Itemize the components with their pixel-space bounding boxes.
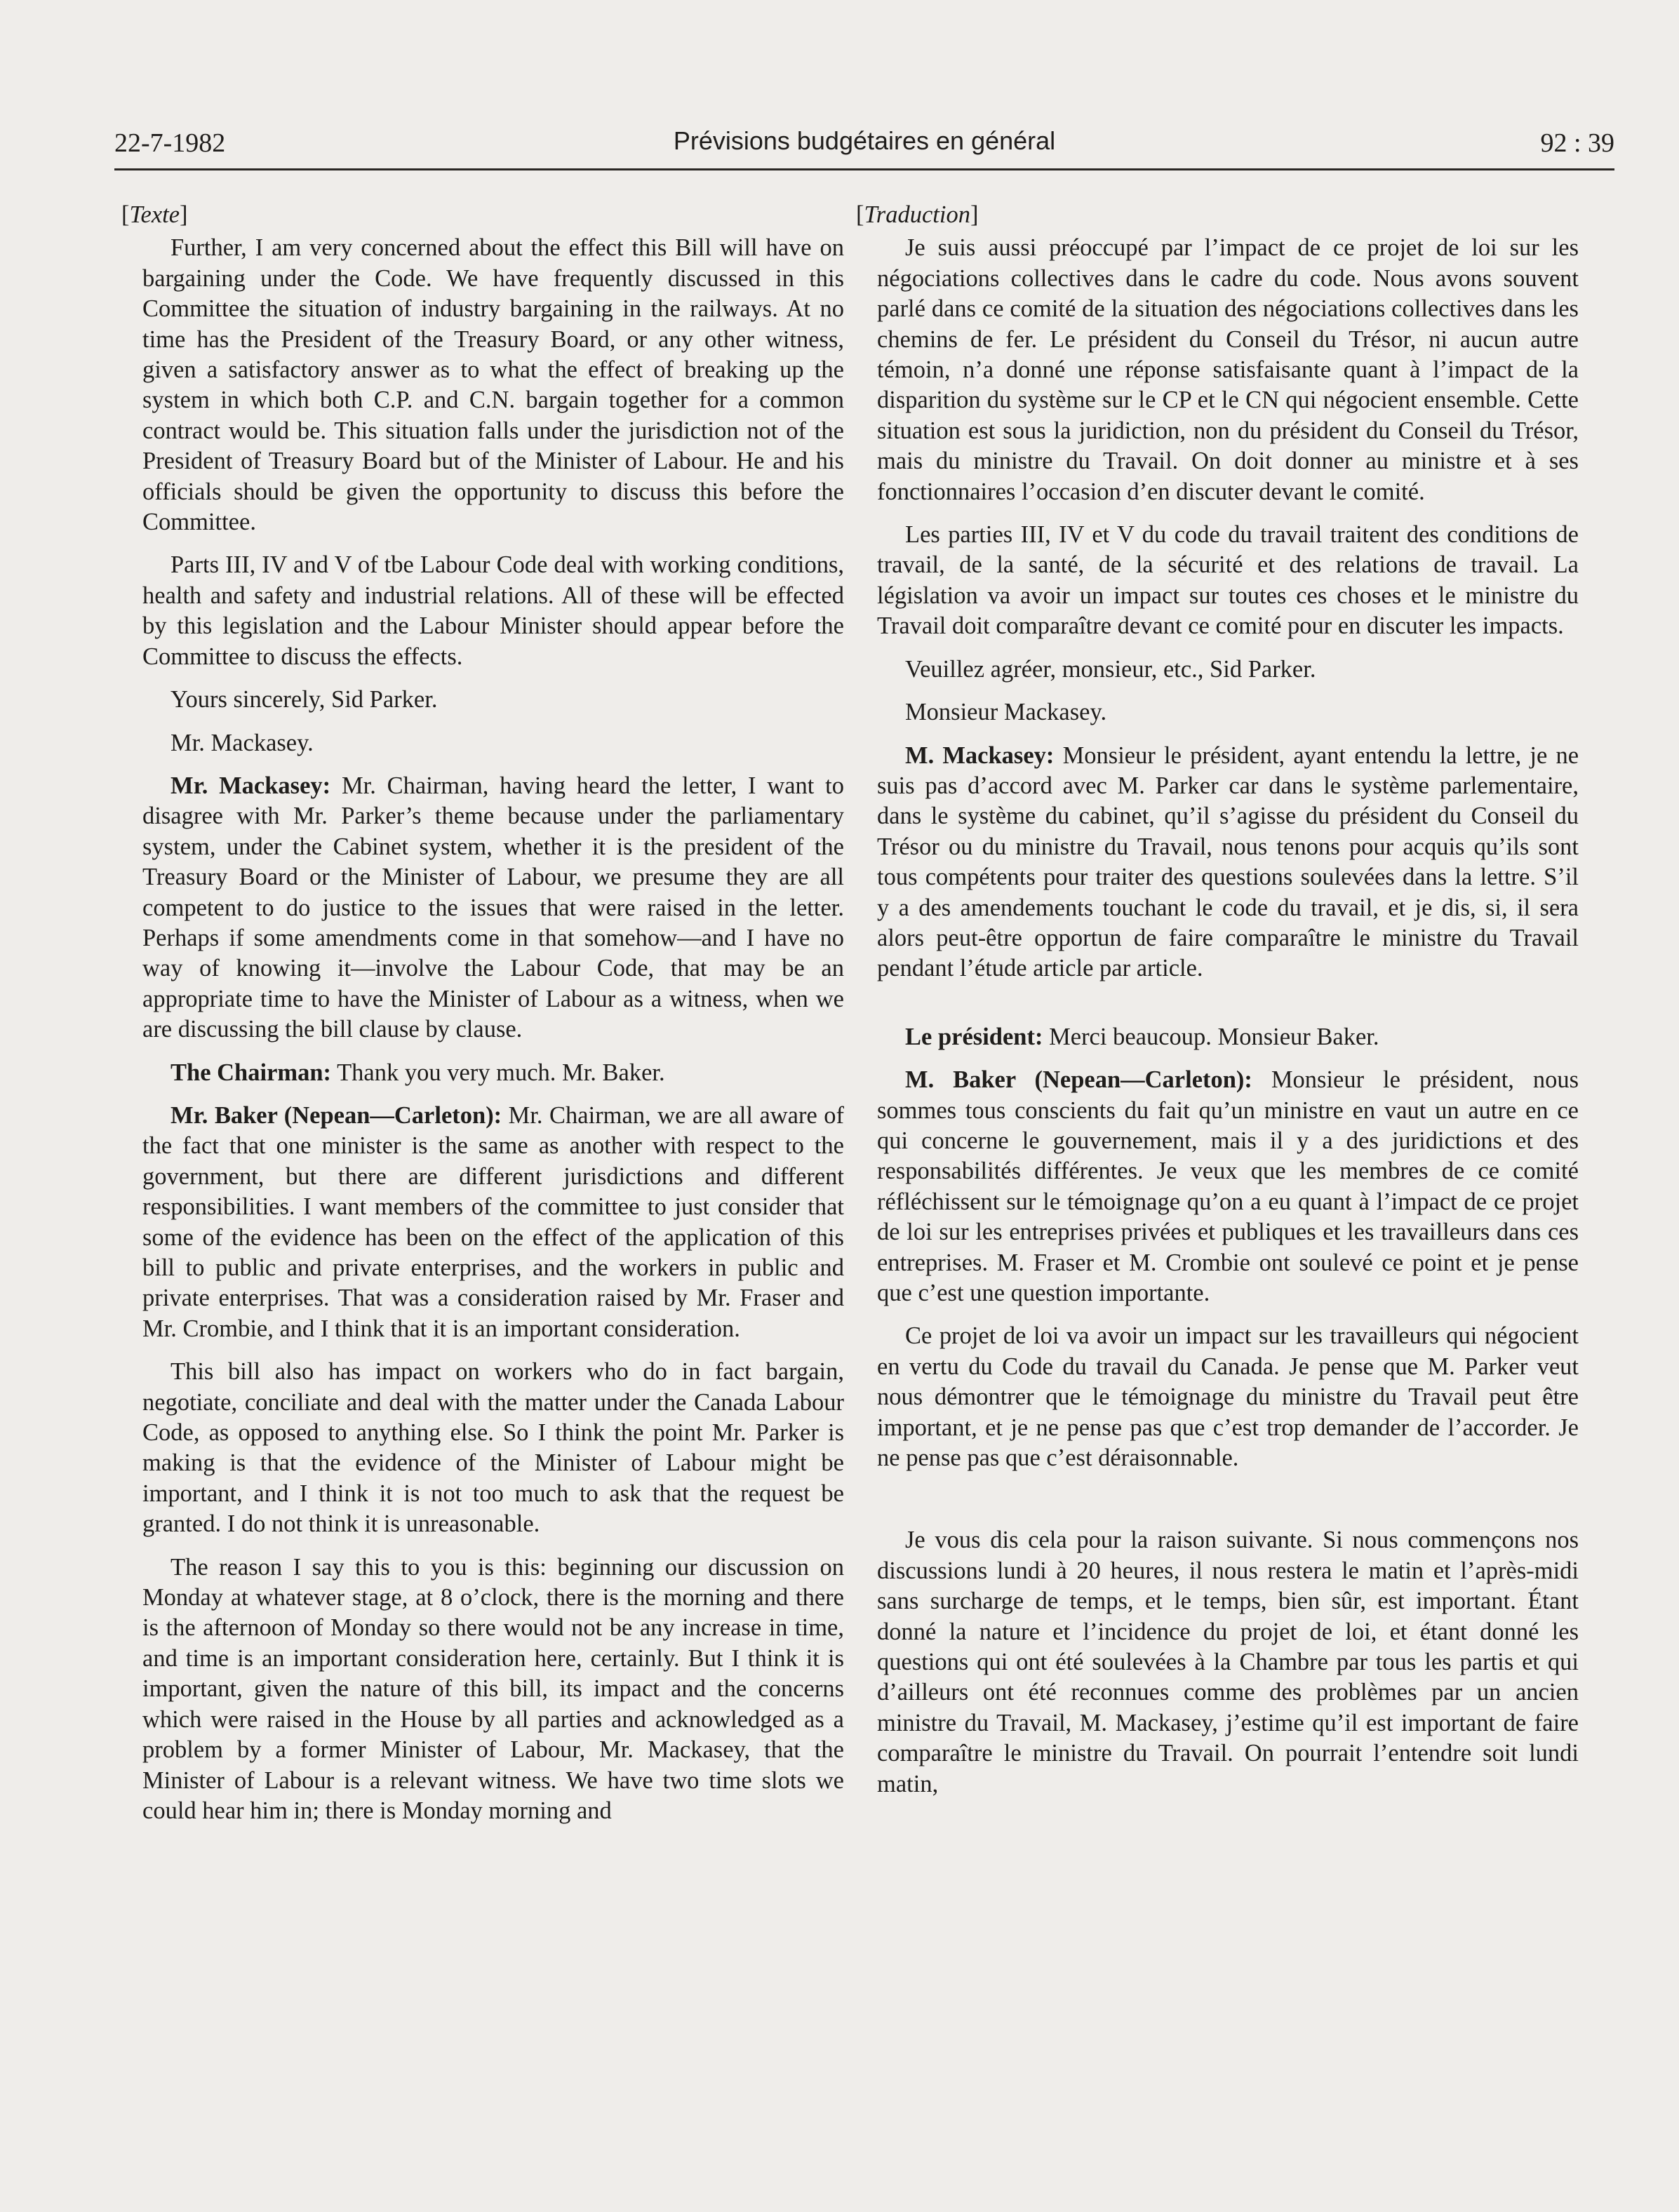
paragraph-reason: Je vous dis cela pour la raison suivante. Si nous commençons nos discussions lundi à 20 heures, il nous restera le matin et l’après-midi sans surcharge de temps, et le temps, bien sûr, est important. Étant donné la nature et l’incidence du projet de loi, et étant donné les questions qui ont été soulevées à la Chambre par tous les partis et qui d’ailleurs ont été reconnues comme des problèmes par un ancien ministre du Travail, M. Mackasey, j’estime qu’il est important de faire comparaître le ministre du Travail. On pourrait l’entendre soit lundi matin,	[877, 1527, 1579, 1797]
paragraph-bill-impact: Ce projet de loi va avoir un impact sur les travailleurs qui négocient en vertu du Code du travail du Canada. Je pense que M. Parker veut nous démontrer que le témoignage du ministre du Travail peut être important, et je ne pense pas que c’est trop demander de l’accorder. Je ne pense pas que c’est déraisonnable.	[877, 1322, 1579, 1472]
paragraph-bargaining: Further, I am very concerned about the effect this Bill will have on bargaining under the Code. We have frequently discussed in this Committee the situation of industry bargaining in the railways. At no time has the President of the Treasury Board, or any other witness, given a satisfactory answer as to what the effect of breaking up the system in which both C.P. and C.N. bargain together for a common contract would be. This situation falls under the jurisdiction not of the President of Treasury Board but of the Minister of Labour. He and his officials should be given the opportunity to discuss this before the Committee.	[142, 234, 844, 536]
speech-baker: M. Baker (Nepean—Carleton): Monsieur le président, nous sommes tous conscients du fait qu’un ministre en vaut un autre en ce qui concerne le gouvernement, mais il y a des juridictions et des responsabilités différentes. Je veux que les membres de ce comité réfléchissent sur le témoignage qu’on a eu quant à l’impact de ce projet de loi sur les entreprises privées et publiques et les travailleurs dans ces entreprises. M. Fraser et M. Crombie ont soulevé ce point et je pense que c’est une question importante.	[877, 1066, 1579, 1306]
text-tag: [Texte]	[121, 201, 188, 228]
speech-mackasey: Mr. Mackasey: Mr. Chairman, having heard the letter, I want to disagree with Mr. Parker’s theme because under the parliamentary system, under the Cabinet system, whether it is the president of the Treasury Board or the Minister of Labour, we presume they are all competent to do justice to the issues that were raised in the letter. Perhaps if some amendments come in that somehow—and I have no way of knowing it—involve the Labour Code, that may be an appropriate time to have the Minister of Labour as a witness, when we are discussing the bill clause by clause.	[142, 772, 845, 1043]
speaker-name: Mr. Mackasey:	[170, 772, 331, 799]
paragraph-parts: Les parties III, IV et V du code du travail traitent des conditions de travail, de la santé, de la sécurité et des relations de travail. La législation va avoir un impact sur toutes ces choses et le ministre du Travail doit comparaître devant ce comité pour en discuter les impacts.	[877, 521, 1579, 640]
french-column	[856, 200, 1579, 1812]
paragraph-signature: Veuillez agréer, monsieur, etc., Sid Parker.	[905, 655, 1316, 683]
translation-tag: [Traduction]	[856, 201, 979, 228]
page-header	[114, 126, 1614, 170]
speech-chairman: Le président: Merci beaucoup. Monsieur Baker.	[905, 1023, 1379, 1050]
paragraph-bill-impact: This bill also has impact on workers who do in fact bargain, negotiate, conciliate and deal with the matter under the Canada Labour Code, as opposed to anything else. So I think the point Mr. Parker is making is that the evidence of the Minister of Labour might be important, and I think it is not too much to ask that the request be granted. I do not think it is unreasonable.	[142, 1358, 844, 1538]
header-title: Prévisions budgétaires en général	[673, 126, 1056, 155]
speaker-name: M. Baker (Nepean—Carleton):	[905, 1066, 1252, 1094]
speaker-name: M. Mackasey:	[905, 742, 1055, 769]
spacer	[877, 997, 1579, 1022]
paragraph-parts: Parts III, IV and V of tbe Labour Code deal with working conditions, health and safety and industrial relations. All of these will be effected by this legislation and the Labour Minister should appear before the Committee to discuss the effects.	[142, 551, 844, 670]
paragraph-bargaining: Je suis aussi préoccupé par l’impact de ce projet de loi sur les négociations collectives dans le cadre du code. Nous avons souvent parlé dans ce comité de la situation des négociations collectives dans les chemins de fer. Le président du Conseil du Trésor, ni aucun autre témoin, n’a donné une réponse satisfaisante quant à l’impact de la disparition du système sur le CP et le CN qui négocient ensemble. Cette situation est sous la juridiction, non du président du Conseil du Trésor, mais du ministre du Travail. On doit donner au ministre et à ses fonctionnaires l’occasion d’en discuter devant le comité.	[877, 234, 1579, 505]
header-page-number: 92 : 39	[1540, 128, 1614, 158]
paragraph-addressee: Monsieur Mackasey.	[905, 699, 1107, 726]
speaker-name: Mr. Baker (Nepean—Carleton):	[170, 1101, 502, 1129]
paragraph-signature: Yours sincerely, Sid Parker.	[170, 686, 438, 713]
spacer	[877, 1486, 1579, 1525]
paragraph-addressee: Mr. Mackasey.	[170, 729, 314, 756]
paragraph-reason: The reason I say this to you is this: beginning our discussion on Monday at whatever stage, at 8 o’clock, there is the morning and there is the afternoon of Monday so there would not be any increase in time, and time is an important consideration here, certainly. But I think it is important, given the nature of this bill, its impact and the concerns which were raised in the House by all parties and acknowledged as a problem by a former Minister of Labour, Mr. Mackasey, that the Minister of Labour is a relevant witness. We have two time slots we could hear him in; there is Monday morning and	[142, 1553, 844, 1824]
speech-mackasey: M. Mackasey: Monsieur le président, ayant entendu la lettre, je ne suis pas d’accord avec M. Parker car dans le système parlementaire, dans le système du cabinet, qu’il s’agisse du président du Conseil du Trésor ou du ministre du Travail, nous tenons pour acquis qu’ils sont tous compétents pour traiter des questions soulevées dans la lettre. S’il y a des amendements touchant le code du travail, et je dis, si, il sera alors peut-être opportun de faire comparaître le ministre du Travail pendant l’étude article par article.	[877, 742, 1579, 982]
english-column	[121, 200, 845, 1839]
speech-baker: Mr. Baker (Nepean—Carleton): Mr. Chairman, we are all aware of the fact that one minister is the same as another with respect to the government, but there are different jurisdictions and different responsibilities. I want members of the committee to just consider that some of the evidence has been on the effect of the application of this bill to public and private enterprises, and the workers in public and private enterprises. That was a consideration raised by Mr. Fraser and Mr. Crombie, and I think that it is an important consideration.	[142, 1101, 845, 1342]
speaker-name: Le président:	[905, 1023, 1043, 1050]
speech-chairman: The Chairman: Thank you very much. Mr. Baker.	[170, 1059, 665, 1086]
speaker-name: The Chairman:	[170, 1059, 332, 1086]
header-date: 22-7-1982	[114, 128, 226, 158]
